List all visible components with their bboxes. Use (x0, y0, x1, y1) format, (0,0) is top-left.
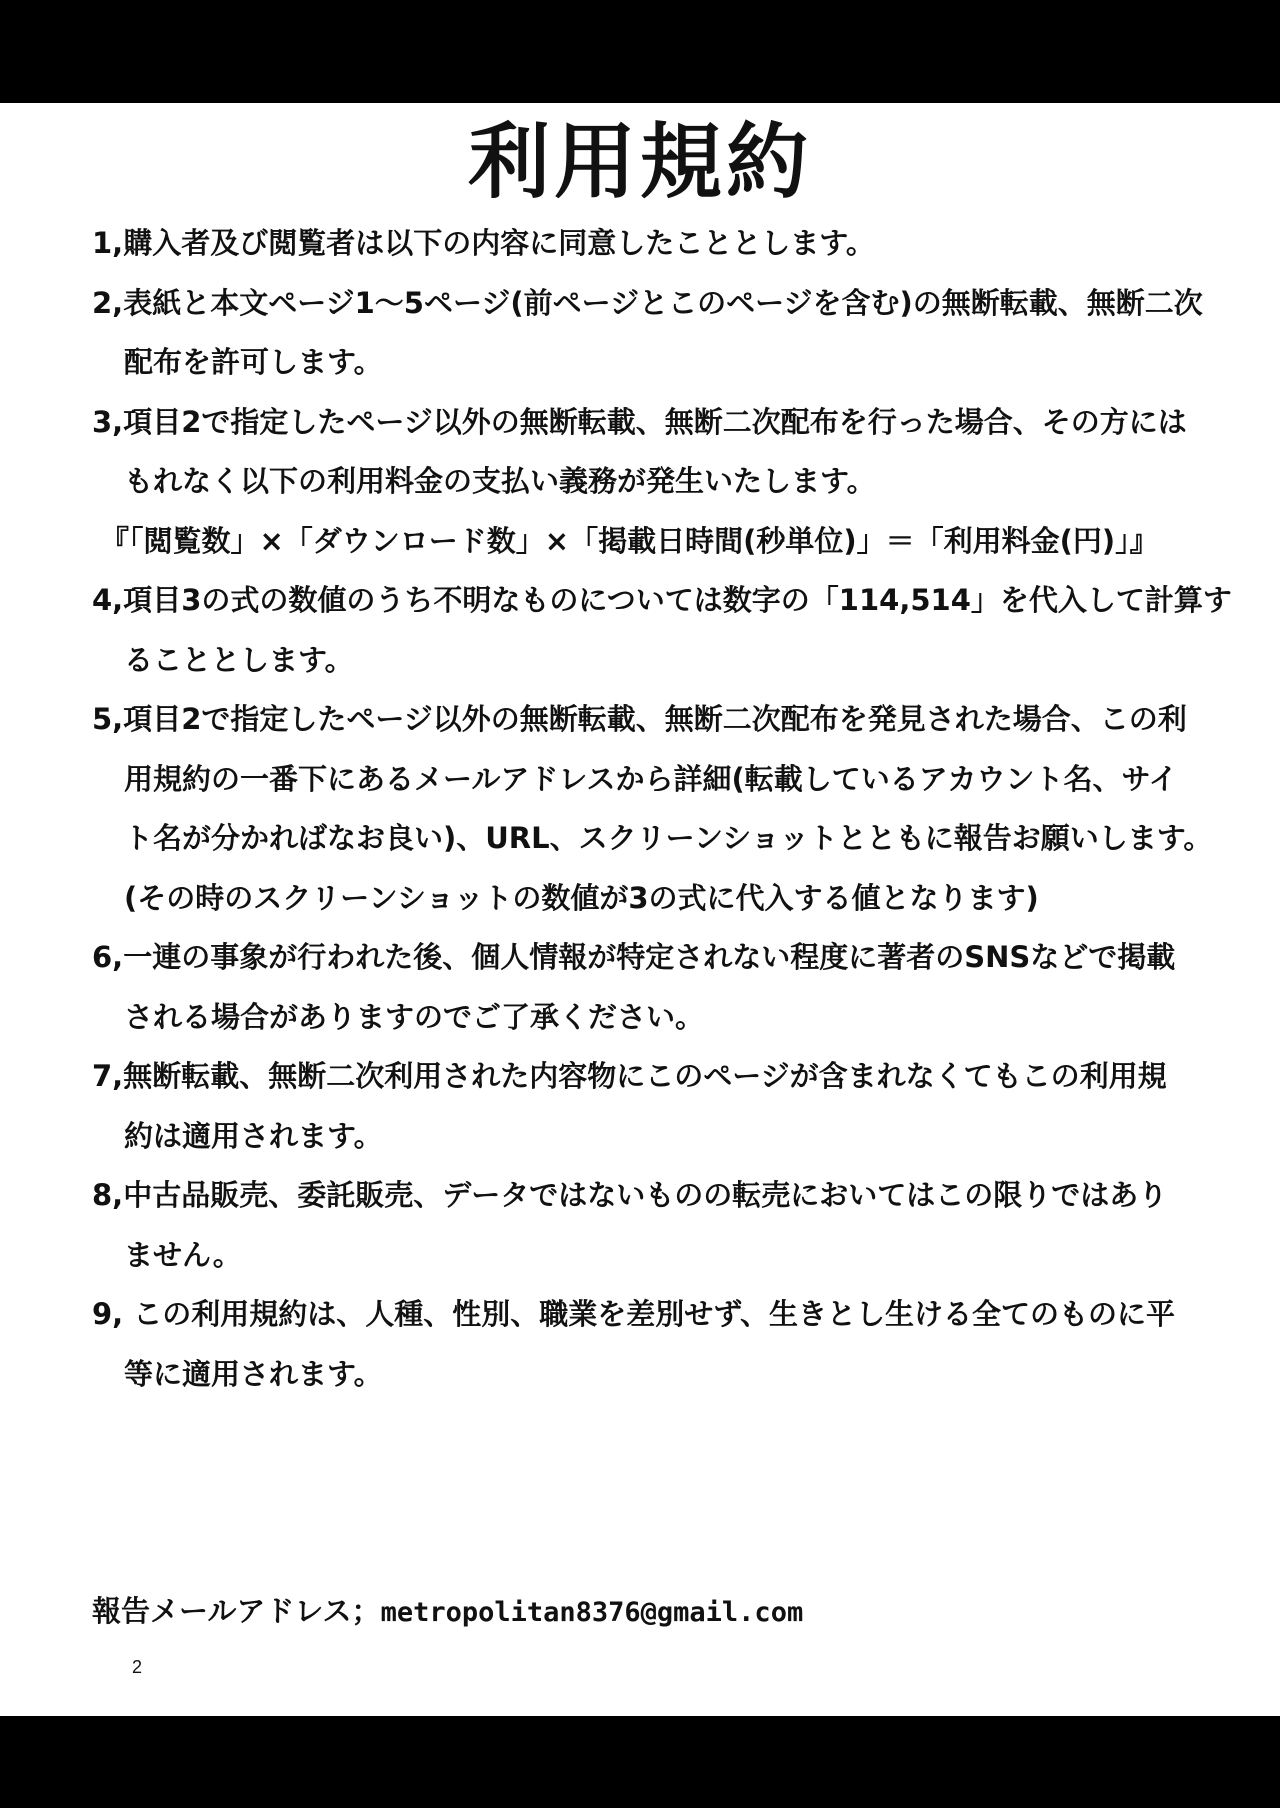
page-title: 利用規約 (467, 115, 812, 210)
term-6-line-1: 6,一連の事象が行われた後、個人情報が特定されない程度に著者のSNSなどで掲載 (92, 940, 1176, 974)
term-7-line-1: 7,無断転載、無断二次利用された内容物にこのページが含まれなくてもこの利用規 (92, 1059, 1167, 1093)
term-5-line-2: 用規約の一番下にあるメールアドレスから詳細(転載しているアカウント名、サイ (124, 761, 1178, 796)
report-email-address[interactable]: metropolitan8376@gmail.com (380, 1597, 804, 1628)
report-email-label: 報告メールアドレス； (92, 1594, 381, 1628)
term-5-line-4: (その時のスクリーンショットの数値が3の式に代入する値となります) (124, 880, 1039, 915)
term-2-line-2: 配布を許可します。 (124, 345, 383, 379)
term-9-line-1: 9, この利用規約は、人種、性別、職業を差別せず、生きとし生ける全てのものに平 (92, 1297, 1175, 1331)
term-8-line-1: 8,中古品販売、委託販売、データではないものの転売においてはこの限りではあり (92, 1178, 1168, 1212)
term-3-line-1: 3,項目2で指定したページ以外の無断転載、無断二次配布を行った場合、その方には (92, 404, 1187, 439)
term-5-line-1: 5,項目2で指定したページ以外の無断転載、無断二次配布を発見された場合、この利 (92, 702, 1187, 736)
term-1-line-1: 1,購入者及び閲覧者は以下の内容に同意したこととします。 (92, 226, 875, 260)
terms-body (92, 214, 1242, 1404)
term-8-line-2: ません。 (124, 1237, 242, 1272)
term-4-line-1: 4,項目3の式の数値のうち不明なものについては数字の「114,514」を代入して計算す (92, 583, 1232, 617)
term-2-line-1: 2,表紙と本文ページ1～5ページ(前ページとこのページを含む)の無断転載、無断二次 (92, 285, 1203, 320)
term-5-line-3: ト名が分かればなお良い)、URL、スクリーンショットとともに報告お願いします。 (124, 821, 1213, 855)
bottom-black-bar (0, 1716, 1280, 1808)
fee-formula: 『「閲覧数」×「ダウンロード数」×「掲載日時間(秒単位)」＝「利用料金(円)」』 (100, 523, 1159, 558)
report-email-line (92, 1585, 803, 1639)
term-7-line-2: 約は適用されます。 (124, 1118, 383, 1153)
term-3-line-2: もれなく以下の利用料金の支払い義務が発生いたします。 (124, 464, 876, 498)
term-9-line-2: 等に適用されます。 (124, 1356, 383, 1391)
top-black-bar (0, 0, 1280, 103)
term-4-line-2: ることとします。 (124, 642, 354, 677)
term-6-line-2: される場合がありますのでご了承ください。 (124, 999, 705, 1034)
page-number: 2 (132, 1657, 143, 1677)
